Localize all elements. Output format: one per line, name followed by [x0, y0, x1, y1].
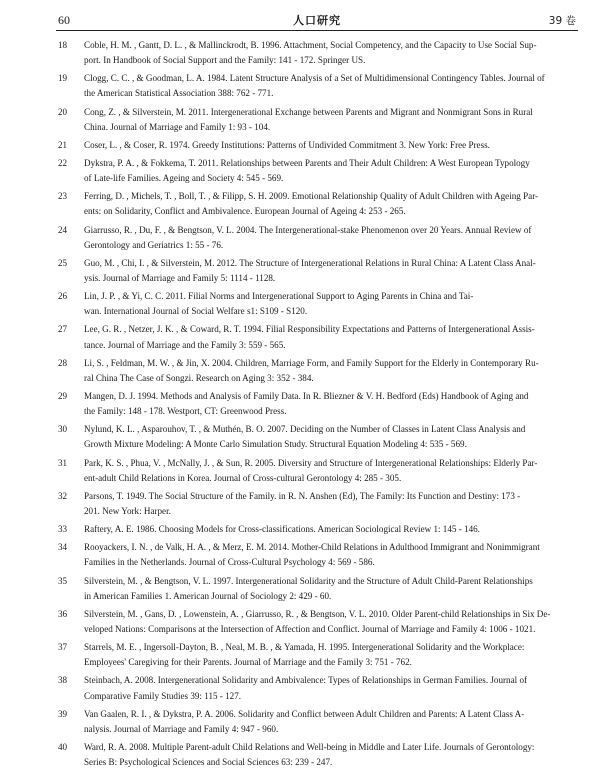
reference-number: 36 — [58, 608, 68, 619]
reference-item — [54, 156, 574, 186]
reference-text-line: Starrels, M. E. , Ingersoll-Dayton, B. , Neal, M. B. , & Yamada, H. 1995. Intergenerational Solidarity and the Workplace: — [84, 642, 525, 653]
reference-number: 20 — [58, 106, 68, 117]
reference-text-line: Employees' Caregiving for their Parents. Journal of Marriage and the Family 3: 751 - 762. — [84, 657, 412, 668]
reference-item — [54, 356, 574, 386]
reference-text-line: 201. New York: Harper. — [84, 505, 171, 516]
reference-number: 30 — [58, 424, 68, 435]
reference-number: 21 — [58, 139, 68, 150]
reference-text-line: in American Families 1. American Journal of Sociology 2: 429 - 60. — [84, 590, 332, 601]
reference-number: 35 — [58, 575, 68, 586]
page-number: 60 — [58, 13, 70, 27]
reference-item — [54, 522, 574, 537]
reference-text-line: Giarrusso, R. , Du, F. , & Bengtson, V. L. 2004. The Intergenerational-stake Phenomenon over 20 Years. Annual Review of — [84, 224, 532, 235]
reference-item — [54, 105, 574, 135]
reference-number: 23 — [58, 191, 68, 202]
reference-text-line: Rooyackers, I. N. , de Valk, H. A. , & Merz, E. M. 2014. Mother-Child Relations in Adulthood Immigrant and Nonimmigrant — [84, 542, 540, 553]
reference-text-line: Families in the Netherlands. Journal of Cross-Cultural Psychology 4: 569 - 586. — [84, 557, 375, 568]
reference-number: 38 — [58, 675, 68, 686]
reference-item — [54, 389, 574, 419]
reference-text-line: Lee, G. R. , Netzer, J. K. , & Coward, R. T. 1994. Filial Responsibility Expectations and Patterns of Intergenerational Assis- — [84, 324, 535, 335]
reference-item — [54, 640, 574, 670]
reference-number: 32 — [58, 490, 68, 501]
reference-text-line: port. In Handbook of Social Support and the Family: 141 - 172. Springer US. — [84, 55, 366, 66]
reference-text-line: Nylund, K. L. , Asparouhov, T. , & Muthén, B. O. 2007. Deciding on the Number of Classes in Latent Class Analysis and — [84, 424, 526, 435]
reference-text-line: Coble, H. M. , Gantt, D. L. , & Mallinckrodt, B. 1996. Attachment, Social Competency, and the Capacity to Use Social Sup- — [84, 40, 537, 50]
reference-text-line: Silverstein, M. , Gans, D. , Lowenstein, A. , Giarrusso, R. , & Bengtson, V. L. 2010. Older Parent-child Relationships in Six De- — [84, 608, 551, 619]
reference-text-line: ral China The Case of Songzi. Research on Aging 3: 352 - 384. — [84, 372, 314, 383]
reference-text-line: Series B: Psychological Sciences and Social Sciences 63: 239 - 247. — [84, 757, 333, 768]
reference-item — [54, 540, 574, 570]
volume-label: 39 卷 — [548, 15, 576, 27]
reference-text-line: China. Journal of Marriage and Family 1: 93 - 104. — [84, 121, 271, 132]
reference-text-line: Ward, R. A. 2008. Multiple Parent-adult Child Relations and Well-being in Middle and Later Life. Journals of Gerontology: — [84, 742, 535, 752]
reference-text-line: Dykstra, P. A. , & Fokkema, T. 2011. Relationships between Parents and Their Adult Children: A West European Typology — [84, 158, 530, 169]
reference-text-line: ents: on Solidarity, Conflict and Ambivalence. European Journal of Ageing 4: 253 - 265. — [84, 206, 406, 217]
reference-text-line: Gerontology and Geriatrics 1: 55 - 76. — [84, 239, 224, 250]
reference-text-line: nalysis. Journal of Marriage and Family 4: 947 - 960. — [84, 723, 279, 734]
page-header — [56, 10, 578, 31]
reference-text-line: ysis. Journal of Marriage and Family 5: 1114 - 1128. — [84, 272, 276, 283]
journal-title: 人口研究 — [293, 14, 341, 27]
reference-text-line: Silverstein, M. , & Bengtson, V. L. 1997. Intergenerational Solidarity and the Structure of Adult Child-Parent Relationships — [84, 575, 533, 586]
reference-text-line: Van Gaalen, R. I. , & Dykstra, P. A. 2006. Solidarity and Conflict between Adult Children and Parents: A Latent Class A- — [84, 708, 525, 719]
reference-item — [54, 223, 574, 253]
reference-item — [54, 607, 574, 637]
reference-list — [54, 38, 574, 773]
reference-text-line: tance. Journal of Marriage and the Family 3: 559 - 565. — [84, 339, 286, 350]
reference-number: 31 — [58, 457, 68, 468]
reference-text-line: Li, S. , Feldman, M. W. , & Jin, X. 2004. Children, Marriage Form, and Family Support for the Elderly in Contemporary Ru- — [84, 357, 539, 368]
reference-number: 24 — [58, 224, 68, 235]
reference-number: 33 — [58, 524, 68, 535]
reference-text-line: Parsons, T. 1949. The Social Structure of the Family. in R. N. Anshen (Ed), The Family: Its Function and Destiny: 173 - — [84, 490, 521, 501]
reference-number: 19 — [58, 73, 68, 84]
reference-number: 18 — [58, 40, 68, 50]
reference-number: 26 — [58, 291, 68, 302]
reference-item — [54, 322, 574, 352]
reference-text-line: Coser, L. , & Coser, R. 1974. Greedy Institutions: Patterns of Undivided Commitment 3. New York: Free Press. — [84, 139, 490, 150]
reference-text-line: Growth Mixture Modeling: A Monte Carlo Simulation Study. Structural Equation Modeling 4: 535 - 569. — [84, 439, 467, 450]
reference-item — [54, 71, 574, 101]
reference-text-line: Comparative Family Studies 39: 115 - 127. — [84, 690, 242, 701]
reference-text-line: Park, K. S. , Phua, V. , McNally, J. , & Sun, R. 2005. Diversity and Structure of Intergenerational Relationships: Elderly Par- — [84, 457, 538, 468]
reference-number: 34 — [58, 542, 68, 553]
reference-item — [54, 574, 574, 604]
reference-number: 29 — [58, 391, 68, 401]
reference-item — [54, 740, 574, 770]
reference-text-line: veloped Nations: Comparisons at the Intersection of Affection and Conflict. Journal of Marriage and Family 4: 1006 - 1021. — [84, 623, 536, 634]
reference-number: 37 — [58, 642, 68, 653]
reference-number: 39 — [58, 708, 68, 719]
reference-text-line: Ferring, D. , Michels, T. , Boll, T. , & Filipp, S. H. 2009. Emotional Relationship Quality of Adult Children with Ageing Par- — [84, 191, 539, 202]
reference-item — [54, 289, 574, 319]
reference-number: 40 — [58, 742, 68, 752]
reference-number: 22 — [58, 158, 68, 169]
reference-item — [54, 456, 574, 486]
reference-number: 27 — [58, 324, 68, 335]
reference-text-line: Clogg, C. C. , & Goodman, L. A. 1984. Latent Structure Analysis of a Set of Multidimensional Contingency Tables. Journal of — [84, 73, 545, 84]
reference-text-line: of Late-life Families. Ageing and Society 4: 545 - 569. — [84, 173, 284, 184]
reference-item — [54, 138, 574, 153]
reference-item — [54, 256, 574, 286]
reference-text-line: the Family: 148 - 178. Westport, CT: Greenwood Press. — [84, 406, 287, 417]
reference-text-line: the American Statistical Association 388: 762 - 771. — [84, 88, 274, 99]
reference-item — [54, 422, 574, 452]
reference-text-line: Mangen, D. J. 1994. Methods and Analysis of Family Data. In R. Bliezner & V. H. Bedford (Eds) Handbook of Aging and — [84, 391, 529, 401]
reference-text-line: wan. International Journal of Social Welfare s1: S109 - S120. — [84, 306, 308, 317]
reference-number: 28 — [58, 357, 68, 368]
reference-item — [54, 707, 574, 737]
reference-text-line: Cong, Z. , & Silverstein, M. 2011. Intergenerational Exchange between Parents and Migrant and Nonmigrant Sons in Rural — [84, 106, 533, 117]
reference-number: 25 — [58, 257, 68, 268]
reference-item — [54, 489, 574, 519]
reference-text-line: Steinbach, A. 2008. Intergenerational Solidarity and Ambivalence: Types of Relationships in German Families. Journal of — [84, 675, 528, 686]
reference-text-line: ent-adult Child Relations in Korea. Journal of Cross-cultural Gerontology 4: 285 - 305. — [84, 472, 402, 483]
reference-text-line: Guo, M. , Chi, I. , & Silverstein, M. 2012. The Structure of Intergenerational Relations in Rural China: A Latent Class Anal- — [84, 257, 536, 268]
reference-text-line: Lin, J. P. , & Yi, C. C. 2011. Filial Norms and Intergenerational Support to Aging Parents in China and Tai- — [84, 291, 474, 302]
reference-item — [54, 189, 574, 219]
reference-item — [54, 38, 574, 68]
reference-text-line: Raftery, A. E. 1986. Choosing Models for Cross-classifications. American Sociological Review 1: 145 - 146. — [84, 524, 480, 535]
